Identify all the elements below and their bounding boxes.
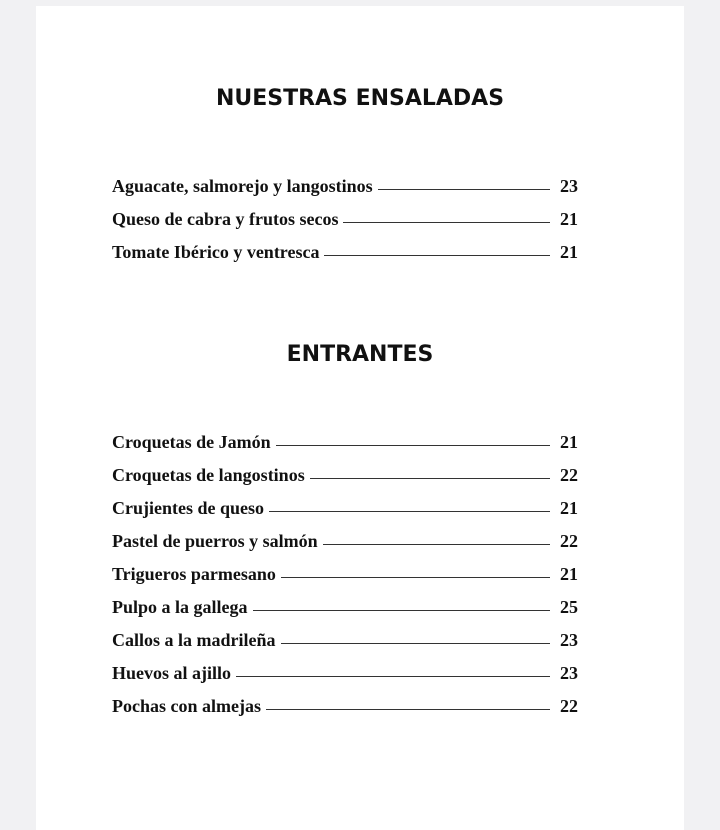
dot-leader <box>253 610 550 611</box>
menu-item <box>112 492 578 525</box>
item-name: Tomate Ibérico y ventresca <box>112 242 320 262</box>
item-price: 22 <box>560 465 578 485</box>
menu-list-ensaladas <box>112 170 578 269</box>
item-name: Trigueros parmesano <box>112 564 276 584</box>
menu-item <box>112 170 578 203</box>
item-name: Croquetas de Jamón <box>112 432 271 452</box>
dot-leader <box>323 544 550 545</box>
menu-item <box>112 459 578 492</box>
item-price: 23 <box>560 663 578 683</box>
menu-item <box>112 690 578 723</box>
dot-leader <box>324 255 550 256</box>
menu-item <box>112 558 578 591</box>
menu-page <box>36 6 684 830</box>
dot-leader <box>281 643 550 644</box>
item-price: 21 <box>560 242 578 262</box>
dot-leader <box>343 222 550 223</box>
item-name: Crujientes de queso <box>112 498 264 518</box>
item-name: Aguacate, salmorejo y langostinos <box>112 176 373 196</box>
menu-item <box>112 624 578 657</box>
menu-item <box>112 525 578 558</box>
item-price: 23 <box>560 630 578 650</box>
item-name: Pochas con almejas <box>112 696 261 716</box>
item-name: Pulpo a la gallega <box>112 597 248 617</box>
menu-item <box>112 203 578 236</box>
item-price: 23 <box>560 176 578 196</box>
dot-leader <box>310 478 550 479</box>
menu-item <box>112 591 578 624</box>
item-price: 21 <box>560 564 578 584</box>
dot-leader <box>236 676 550 677</box>
item-price: 22 <box>560 696 578 716</box>
item-name: Pastel de puerros y salmón <box>112 531 318 551</box>
section-title-ensaladas: NUESTRAS ENSALADAS <box>215 86 505 111</box>
item-price: 21 <box>560 209 578 229</box>
item-name: Queso de cabra y frutos secos <box>112 209 339 229</box>
menu-list-entrantes <box>112 426 578 723</box>
dot-leader <box>269 511 550 512</box>
item-name: Callos a la madrileña <box>112 630 276 650</box>
item-name: Huevos al ajillo <box>112 663 232 683</box>
dot-leader <box>276 445 550 446</box>
menu-item <box>112 657 578 690</box>
dot-leader <box>378 189 550 190</box>
item-price: 25 <box>560 597 578 617</box>
section-title-entrantes: ENTRANTES <box>286 342 434 367</box>
item-price: 21 <box>560 432 578 452</box>
dot-leader <box>281 577 550 578</box>
item-name: Croquetas de langostinos <box>112 465 305 485</box>
item-price: 22 <box>560 531 578 551</box>
item-price: 21 <box>560 498 578 518</box>
menu-item <box>112 236 578 269</box>
dot-leader <box>266 709 550 710</box>
menu-item <box>112 426 578 459</box>
